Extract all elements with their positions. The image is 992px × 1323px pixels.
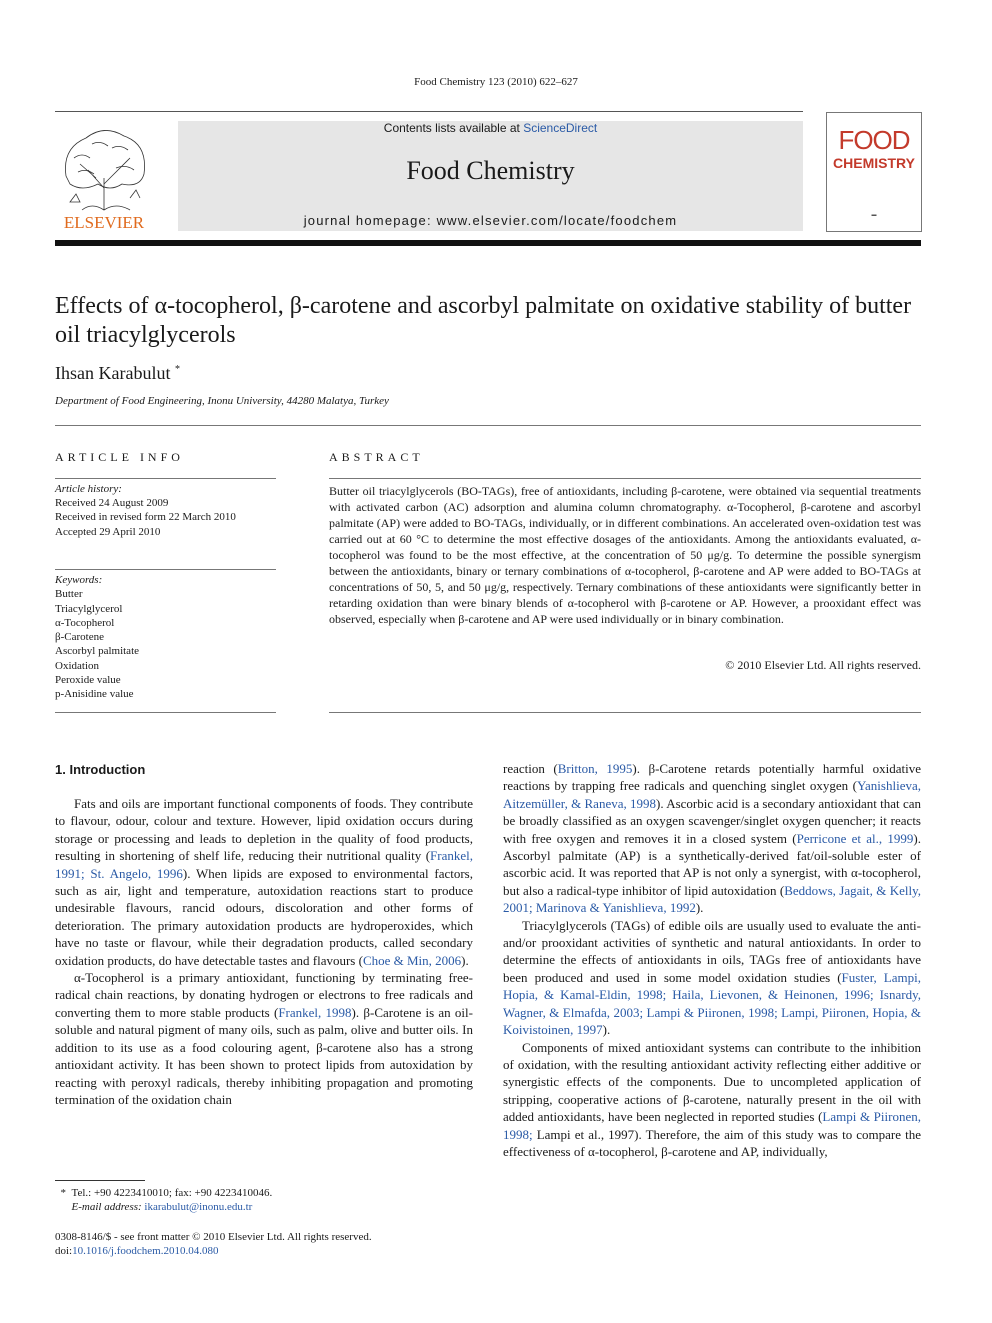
title-rule (55, 425, 921, 426)
footnote-phone: Tel.: +90 4223410010; fax: +90 4223410046. (71, 1187, 273, 1199)
history-accepted: Accepted 29 April 2010 (55, 525, 161, 538)
citation-link[interactable]: Fuster, Lampi, Hopia, & Kamal-Eldin, 1998; Haila, Lievonen, & Heinonen, 1996; Isnardy, Wagner, & Elmafda, 2003; Lampi & Piironen, 1998; Lampi, Piironen, Hopia, & Koivistoinen, 1997 (503, 969, 921, 1038)
journal-cover-thumbnail (826, 112, 922, 232)
article-info-rule (55, 478, 276, 479)
affiliation: Department of Food Engineering, Inonu University, 44280 Malatya, Turkey (55, 395, 389, 407)
paragraph: Components of mixed antioxidant systems can contribute to the inhibition of oxidation, with the resulting antioxidant activity reflecting either additive or synergistic effects of the components. Due to uncompleted application of stripping, cooperative actions of β-carotene, naturally present in the oil with added antioxidants, have been neglected in reported studies (Lampi & Piironen, 1998; Lampi et al., 1997). Therefore, the aim of this study was to compare the effectiveness of α-tocopherol, β-carotene and AP, individually, (503, 1039, 921, 1159)
article-info-heading: ARTICLE INFO (55, 450, 184, 464)
contents-prefix: Contents lists available at (383, 121, 524, 135)
keyword: Oxidation (55, 659, 99, 672)
doi-prefix: doi: (55, 1245, 73, 1257)
citation-link[interactable]: Yanishlieva, Aitzemüller, & Raneva, 1998 (503, 778, 921, 811)
abstract-bottom-rule (329, 712, 921, 713)
keyword: β-Carotene (55, 631, 104, 644)
citation-link[interactable]: Perricone et al., 1999 (796, 830, 914, 846)
journal-citation: Food Chemistry 123 (2010) 622–627 (414, 76, 578, 88)
author-footnote-mark[interactable]: * (174, 364, 180, 375)
abstract-rule (329, 478, 921, 479)
citation-link[interactable]: Beddows, Jagait, & Kelly, 2001; Marinova & Yanishlieva, 1992 (503, 882, 921, 916)
article-info-bottom-rule (55, 712, 276, 713)
keyword: Ascorbyl palmitate (55, 645, 140, 658)
article-history (55, 482, 236, 539)
cover-title-food: FOOD (838, 125, 910, 155)
paragraph: Triacylglycerols (TAGs) of edible oils are usually used to evaluate the anti- and/or prooxidant activities of synthetic and natural antioxidants. In order to determine the effects of antioxidants in oils, TAGs free of antioxidants have been produced and used in some model oxidation studies (Fuster, Lampi, Hopia, & Kamal-Eldin, 1998; Haila, Lievonen, & Heinonen, 1996; Isnardy, Wagner, & Elmafda, 2003; Lampi & Piironen, 1998; Lampi, Piironen, Hopia, & Koivistoinen, 1997). (503, 917, 921, 1038)
doi-link[interactable]: 10.1016/j.foodchem.2010.04.080 (72, 1245, 219, 1257)
cover-decoration: ▬ (871, 213, 877, 218)
sciencedirect-link[interactable]: ScienceDirect (523, 121, 598, 135)
front-matter (55, 1230, 372, 1258)
body-column-right (503, 760, 921, 1160)
doi-line (55, 1244, 372, 1258)
abstract-heading: ABSTRACT (329, 450, 424, 464)
elsevier-tree-logo (52, 118, 157, 231)
citation-link[interactable]: Frankel, 1991; St. Angelo, 1996 (55, 848, 473, 881)
keyword: Peroxide value (55, 674, 121, 687)
footnote (55, 1186, 272, 1214)
footnote-contact (55, 1186, 272, 1200)
keywords-label: Keywords: (55, 574, 103, 586)
abstract-copyright: © 2010 Elsevier Ltd. All rights reserved. (725, 658, 921, 672)
footnote-email-line (55, 1200, 272, 1214)
keyword: Triacylglycerol (55, 602, 123, 615)
author (55, 363, 180, 384)
citation-link[interactable]: Choe & Min, 2006 (362, 952, 462, 968)
email-label: E-mail address: (71, 1201, 145, 1213)
keyword: Butter (55, 588, 83, 601)
body-column-left (55, 795, 473, 1108)
keyword: p-Anisidine value (55, 688, 134, 701)
author-name: Ihsan Karabulut (55, 363, 171, 383)
svg-text:ELSEVIER: ELSEVIER (63, 213, 145, 231)
article-title: Effects of α-tocopherol, β-carotene and ascorbyl palmitate on oxidative stability of butter oil triacylglycerols (55, 293, 912, 348)
cover-title-chemistry: CHEMISTRY (833, 155, 915, 171)
history-label: Article history: (55, 483, 122, 495)
section-heading-introduction: 1. Introduction (55, 762, 146, 777)
footnote-rule (55, 1180, 145, 1181)
email-link[interactable]: ikarabulut@inonu.edu.tr (144, 1201, 253, 1213)
journal-name: Food Chemistry (406, 156, 575, 185)
keywords (55, 573, 139, 702)
citation-link[interactable]: Britton, 1995 (557, 761, 633, 776)
issn-line: 0308-8146/$ - see front matter © 2010 Elsevier Ltd. All rights reserved. (55, 1231, 372, 1243)
citation-link[interactable]: Lampi & Piironen, 1998; (503, 1109, 921, 1142)
header-thick-rule (55, 240, 921, 246)
contents-line (178, 121, 803, 135)
header-rule (55, 111, 803, 112)
history-revised: Received in revised form 22 March 2010 (55, 511, 236, 524)
paragraph: Fats and oils are important functional components of foods. They contribute to flavour, odour, colour and texture. However, lipid oxidation occurs during storage or processing and leads to depletion in the quality of food products, resulting in shortening of shelf life, reducing their nutritional quality (Frankel, 1991; St. Angelo, 1996). When lipids are exposed to environmental factors, such as air, light and temperature, autoxidation reactions start to produce undesirable flavours, rancid odours, discoloration and other forms of deterioration. The primary autoxidation products are hydroperoxides, which have no taste or flavour, while their degradation products, called secondary oxidation products, do have detectable tastes and flavours (Choe & Min, 2006). (55, 796, 473, 968)
paragraph: α-Tocopherol is a primary antioxidant, functioning by terminating free-radical chain reactions, by donating hydrogen or electrons to free radicals and converting them to more stable products (Frankel, 1998). β-Carotene is an oil-soluble and natural pigment of many oils, such as palm, olive and butter oils. In addition to its use as a food colouring agent, β-carotene also has a strong antioxidant activity. It has been shown to protect lipids from autoxidation by reacting with peroxyl radicals, thereby inhibiting propagation and promoting termination of the oxidation chain (55, 970, 473, 1107)
keywords-rule (55, 569, 276, 570)
citation-link[interactable]: Frankel, 1998 (278, 1004, 352, 1020)
keyword: α-Tocopherol (55, 616, 115, 629)
abstract-text: Butter oil triacylglycerols (BO-TAGs), free of antioxidants, including β-carotene, were obtained via sequential treatments with activated carbon (AC) adsorption and alumina column chromatography. α-Tocopherol, β-carotene and ascorbyl palmitate (AP) were added to BO-TAGs, individually, or in different combinations. An accelerated oven-oxidation test was carried out at 60 °C to determine the most effective dosages of the antioxidants. Among the antioxidants evaluated, α-tocopherol was found to be the most effective, at the concentration of 50 μg/g. To determine the possible synergism between the antioxidants, binary or ternary combinations of α-tocopherol, β-carotene and AP were added to BO-TAGs at concentrations of 50, 5, and 50 μg/g, respectively. Ternary combinations of these antioxidants were significantly better in retarding oxidation than were binary blends of α-tocopherol with β-carotene or AP. However, a prooxidant effect was observed, especially when β-carotene and AP were used individually or in binary combination. (329, 484, 921, 626)
paragraph: reaction (Britton, 1995). β-Carotene retards potentially harmful oxidative reactions by trapping free radicals and quenching singlet oxygen (Yanishlieva, Aitzemüller, & Raneva, 1998). Ascorbic acid is a secondary antioxidant that can be broadly classified as an oxygen scavenger/singlet oxygen quencher; it reacts with free oxygen and removes it in a closed system (Perricone et al., 1999). Ascorbyl palmitate (AP) is a synthetically-derived fat/oil-soluble ester of ascorbic acid. It was reported that AP is not only a synergist, with α-tocopherol, but also a radical-type inhibitor of lipid autoxidation (Beddows, Jagait, & Kelly, 2001; Marinova & Yanishlieva, 1992). (503, 761, 921, 916)
footnote-mark: * (60, 1187, 66, 1199)
journal-homepage[interactable]: journal homepage: www.elsevier.com/locate/foodchem (303, 213, 678, 228)
history-received: Received 24 August 2009 (55, 497, 169, 510)
